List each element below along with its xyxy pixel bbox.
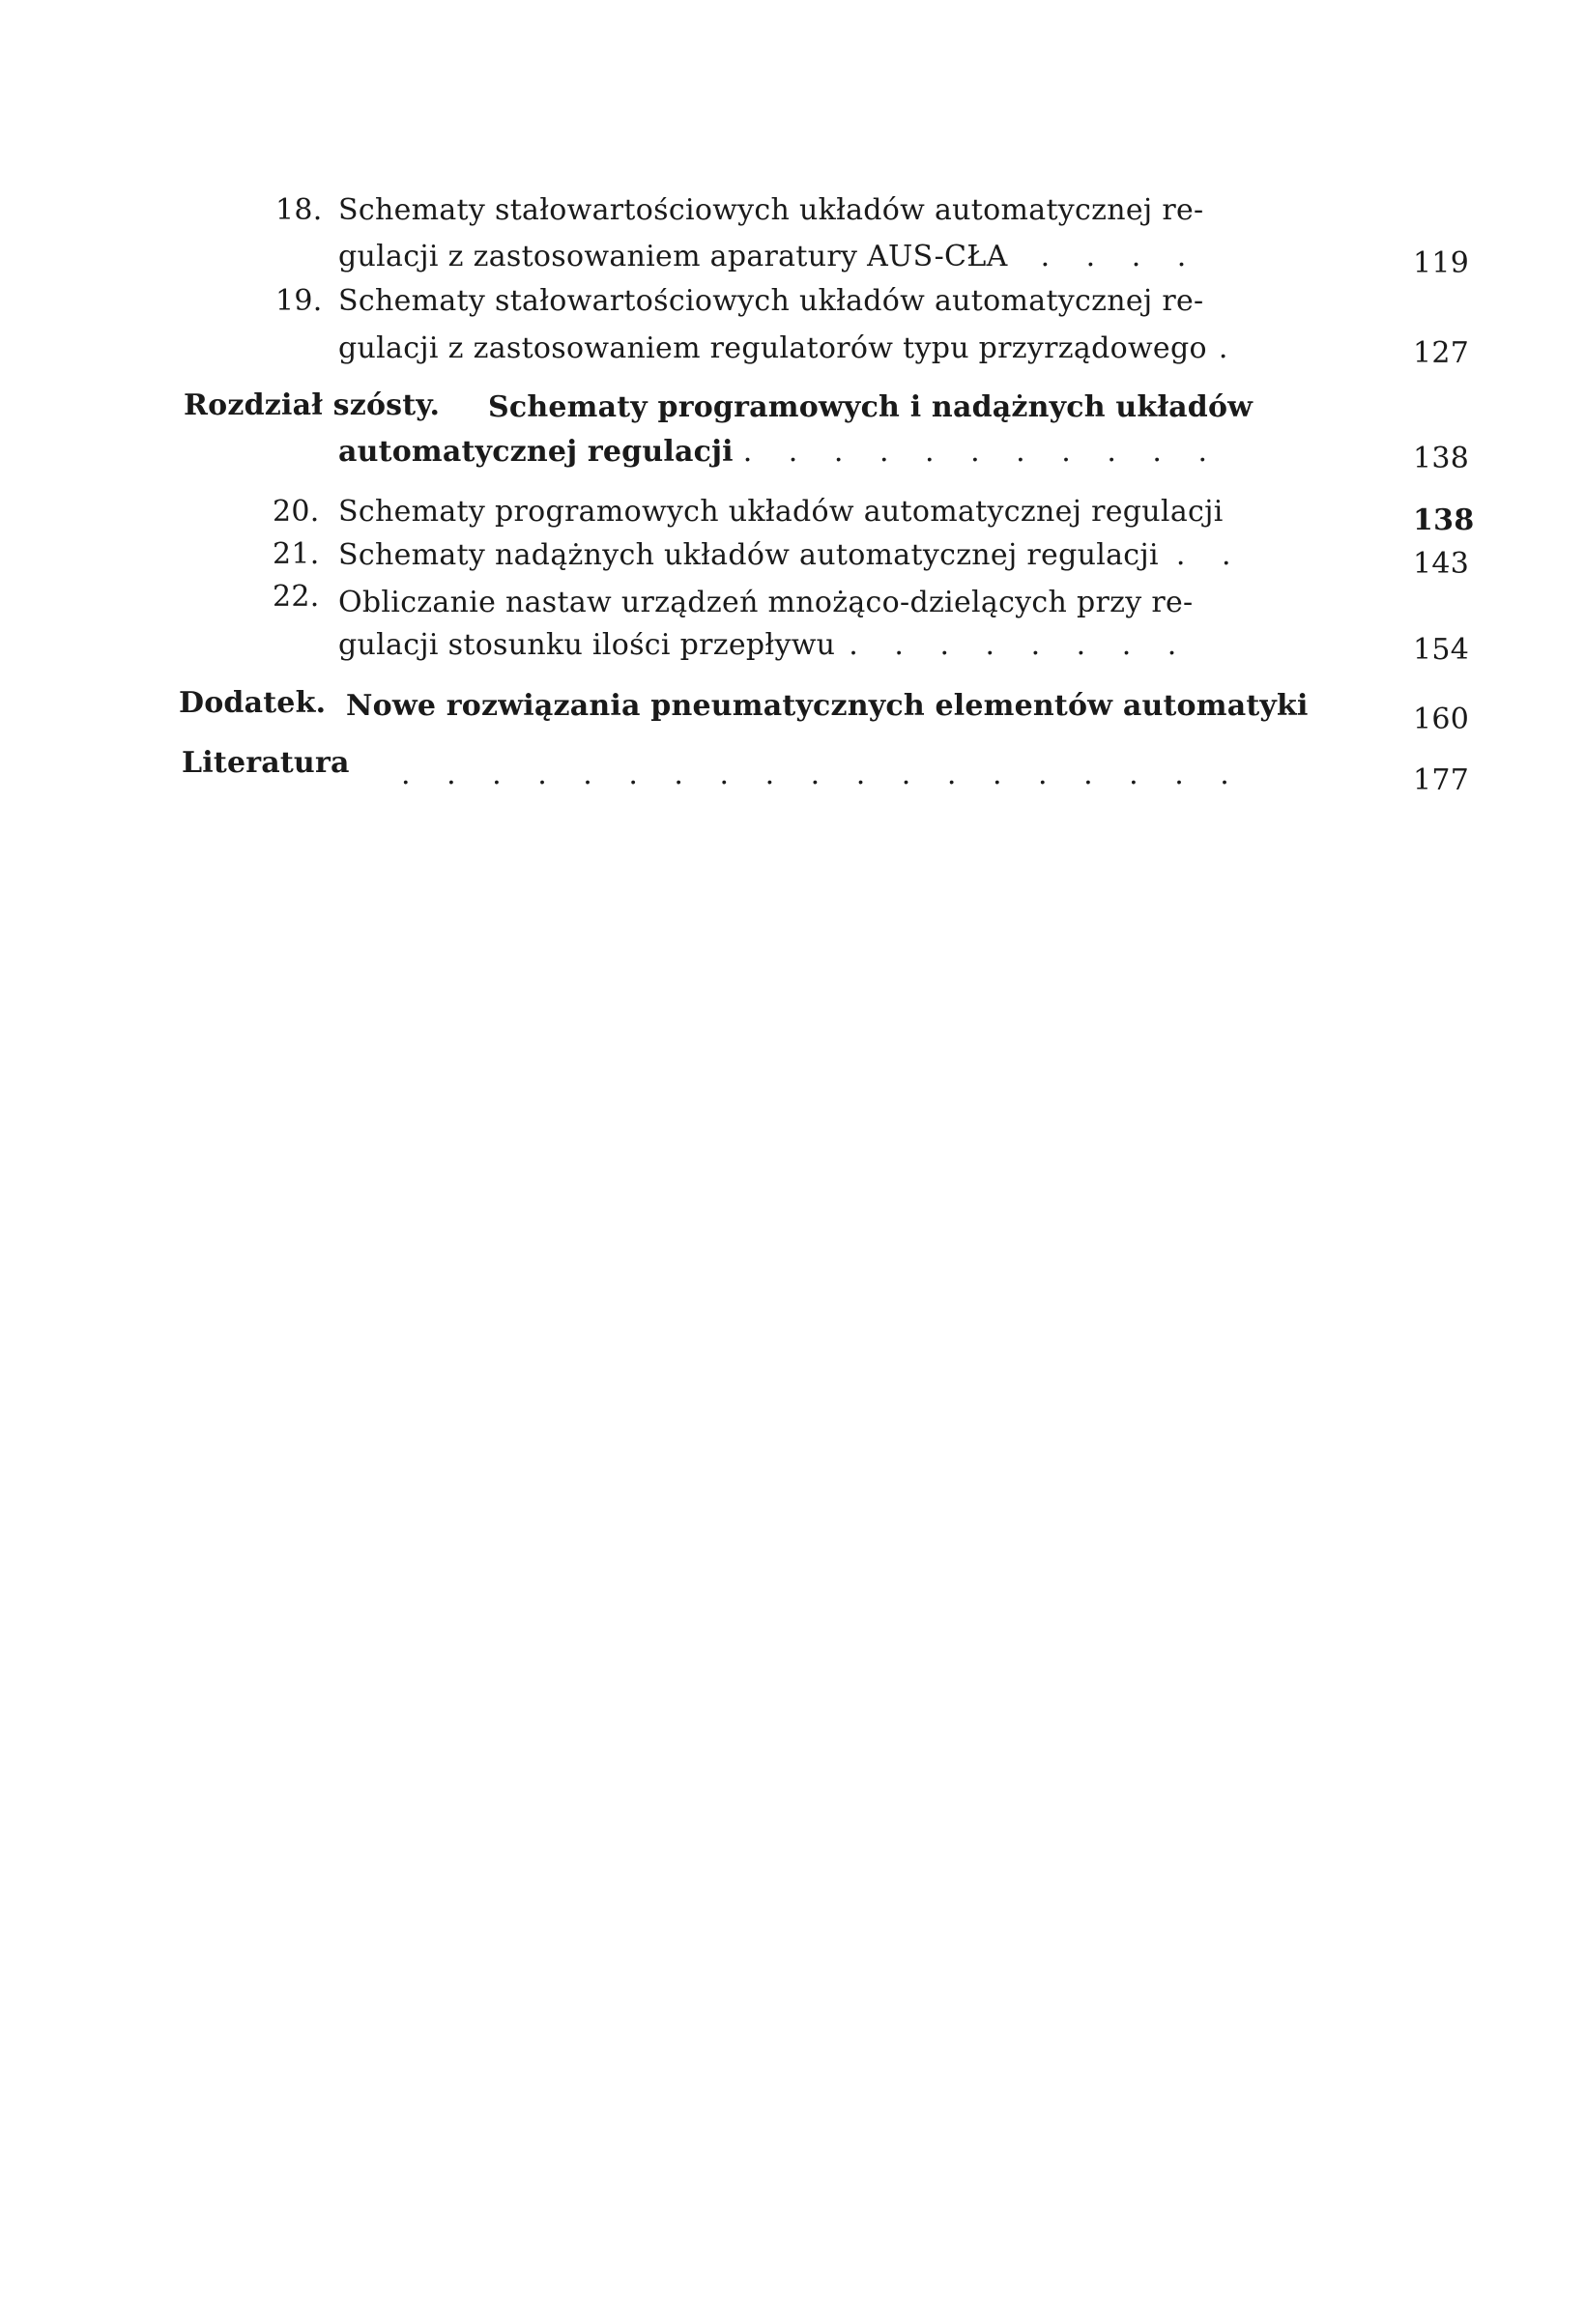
entry-title-line-2: gulacji z zastosowaniem regulatorów typu przyrządowego . (338, 331, 1228, 365)
dot-leader: . . . . . . . . . . . . . . . . . . . (401, 758, 1243, 791)
entry-title: Schematy nadążnych układów automatycznej regulacji . . (338, 538, 1245, 572)
page-number: 138 (1413, 503, 1475, 537)
entry-title-line-2: gulacji z zastosowaniem aparatury AUS-CŁA . . . . (338, 240, 1200, 273)
entry-number: 21. (273, 537, 320, 571)
dot-leader: . . . . . . . . . . . (742, 435, 1221, 469)
entry-number: 18. (275, 193, 323, 227)
page-number: 119 (1413, 246, 1470, 280)
dot-leader: . (1218, 331, 1228, 365)
chapter-title-line-1: Schematy programowych i nadążnych układów (488, 390, 1254, 424)
appendix-label: Dodatek. (179, 686, 327, 720)
entry-title-line-1: Schematy stałowartościowych układów automatycznej re- (338, 193, 1204, 227)
page-number: 138 (1413, 442, 1470, 475)
page-number: 160 (1413, 703, 1470, 736)
page-number: 143 (1413, 547, 1470, 581)
entry-number: 19. (275, 284, 323, 318)
appendix-title: Nowe rozwiązania pneumatycznych elementów automatyki (346, 689, 1309, 723)
dot-leader: . . . . (1040, 240, 1200, 273)
entry-title: Schematy programowych układów automatycznej regulacji (338, 495, 1224, 529)
page-number: 127 (1413, 336, 1470, 370)
dot-leader: . . . . . . . . (849, 628, 1191, 662)
entry-title-line-2: gulacji stosunku ilości przepływu . . . . . . . . (338, 628, 1191, 662)
entry-title-line-1: Schematy stałowartościowych układów automatycznej re- (338, 284, 1204, 318)
entry-number: 22. (273, 580, 320, 614)
entry-number: 20. (273, 495, 320, 529)
chapter-title-line-2: automatycznej regulacji . . . . . . . . . . . (338, 435, 1221, 469)
entry-title-line-1: Obliczanie nastaw urządzeń mnożąco-dzielących przy re- (338, 586, 1194, 619)
chapter-label: Rozdział szósty. (184, 388, 441, 422)
dot-leader: . . (1175, 538, 1245, 572)
page-number: 177 (1413, 763, 1470, 797)
page-number: 154 (1413, 633, 1470, 667)
bibliography-label: Literatura (182, 746, 350, 780)
